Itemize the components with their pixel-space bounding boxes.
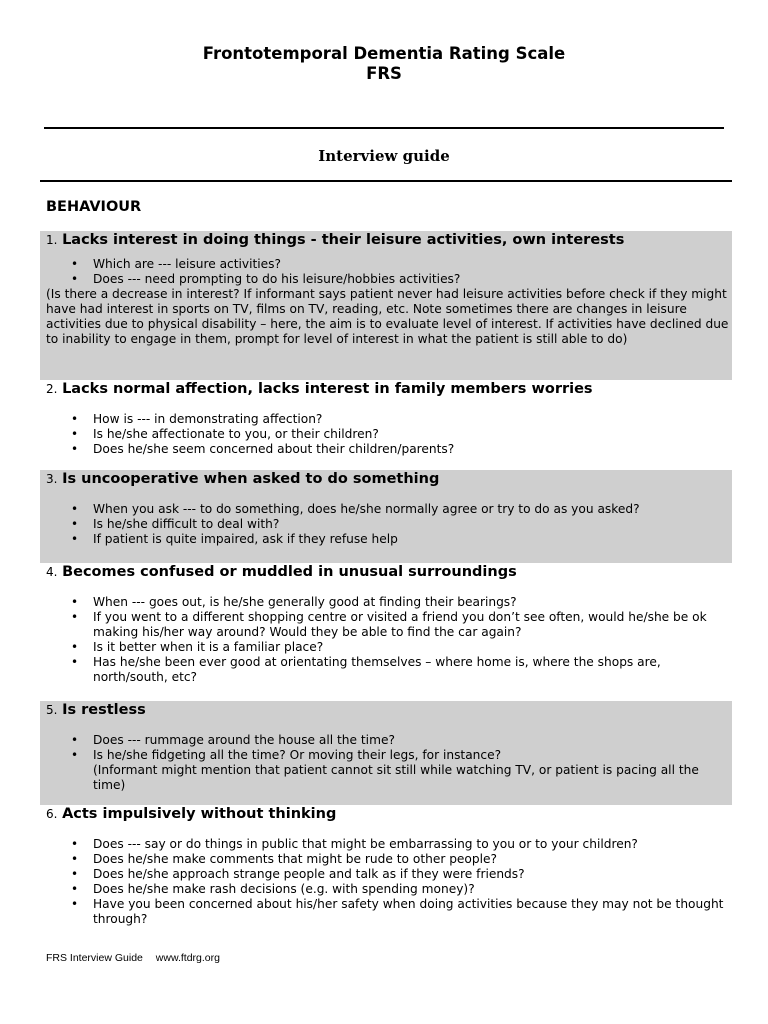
bottom-divider	[40, 180, 732, 182]
question-title	[46, 701, 732, 719]
prompt-item: • Does he/she make rash decisions (e.g. with spending money)?	[93, 882, 732, 897]
prompt-list	[46, 733, 732, 763]
footer-website-link[interactable]: www.ftdrg.org	[155, 952, 220, 964]
question-item-1	[40, 231, 732, 380]
section-heading-behaviour: BEHAVIOUR	[46, 199, 142, 215]
question-title	[46, 470, 732, 488]
prompt-item: • Have you been concerned about his/her safety when doing activities because they may not be thought through?	[93, 897, 732, 927]
question-title	[46, 563, 732, 581]
prompt-item: • Has he/she been ever good at orientating themselves – where home is, where the shops are, north/south, etc?	[93, 655, 732, 685]
prompt-item: • How is --- in demonstrating affection?	[93, 412, 732, 427]
top-divider	[44, 127, 724, 129]
question-number: 3.	[46, 472, 58, 486]
footer-document-name: FRS Interview Guide	[46, 952, 143, 964]
question-item-5	[40, 701, 732, 805]
document-title-abbreviation: FRS	[366, 64, 402, 83]
prompt-list	[46, 837, 732, 927]
question-number: 2.	[46, 382, 58, 396]
prompt-list	[46, 595, 732, 685]
question-title	[46, 231, 732, 249]
question-text: Is uncooperative when asked to do something	[62, 471, 440, 487]
prompt-item: • Does he/she seem concerned about their children/parents?	[93, 442, 732, 457]
question-number: 5.	[46, 703, 58, 717]
question-title	[46, 380, 732, 398]
prompt-item: • Is he/she difficult to deal with?	[93, 517, 732, 532]
document-title: Frontotemporal Dementia Rating Scale	[202, 44, 566, 63]
prompt-item: • When you ask --- to do something, does he/she normally agree or try to do as you asked?	[93, 502, 732, 517]
prompt-item: • If you went to a different shopping centre or visited a friend you don’t see often, would he/she be ok making his/her way around? Would they be able to find the car again?	[93, 610, 732, 640]
question-text: Acts impulsively without thinking	[62, 806, 337, 822]
question-number: 4.	[46, 565, 58, 579]
question-number: 1.	[46, 233, 58, 247]
question-text: Lacks interest in doing things - their leisure activities, own interests	[62, 232, 625, 248]
question-item-4	[40, 563, 732, 701]
question-item-2	[40, 380, 732, 470]
prompt-list	[46, 412, 732, 457]
prompt-item: • If patient is quite impaired, ask if they refuse help	[93, 532, 732, 547]
prompt-item: • Is he/she fidgeting all the time? Or moving their legs, for instance?	[93, 748, 732, 763]
prompt-list	[46, 502, 732, 547]
interview-guide-heading: Interview guide	[318, 147, 450, 165]
question-text: Lacks normal affection, lacks interest in family members worries	[62, 381, 593, 397]
prompt-item: • Does --- need prompting to do his leisure/hobbies activities?	[93, 272, 732, 287]
prompt-item: • Is he/she affectionate to you, or their children?	[93, 427, 732, 442]
prompt-item: • Is it better when it is a familiar place?	[93, 640, 732, 655]
interviewer-note: (Informant might mention that patient cannot sit still while watching TV, or patient is pacing all the time)	[93, 763, 699, 792]
question-item-6	[40, 805, 732, 935]
question-title	[46, 805, 732, 823]
question-text: Is restless	[62, 702, 146, 718]
prompt-item: • Does he/she make comments that might be rude to other people?	[93, 852, 732, 867]
question-number: 6.	[46, 807, 58, 821]
question-item-3	[40, 470, 732, 563]
prompt-item: • Which are --- leisure activities?	[93, 257, 732, 272]
prompt-item: • Does --- say or do things in public that might be embarrassing to you or to your children?	[93, 837, 732, 852]
prompt-list	[46, 257, 732, 287]
prompt-item: • Does --- rummage around the house all the time?	[93, 733, 732, 748]
prompt-item: • When --- goes out, is he/she generally good at finding their bearings?	[93, 595, 732, 610]
interviewer-note: (Is there a decrease in interest? If informant says patient never had leisure activities before check if they might have had interest in sports on TV, films on TV, reading, etc. Note sometimes there are changes in leisure activities due to physical disability – here, the aim is to evaluate level of interest. If activities have declined due to inability to engage in them, prompt for level of interest in what the patient is still able to do)	[46, 287, 729, 346]
page-footer	[46, 952, 220, 964]
question-text: Becomes confused or muddled in unusual surroundings	[62, 564, 517, 580]
prompt-item: • Does he/she approach strange people and talk as if they were friends?	[93, 867, 732, 882]
